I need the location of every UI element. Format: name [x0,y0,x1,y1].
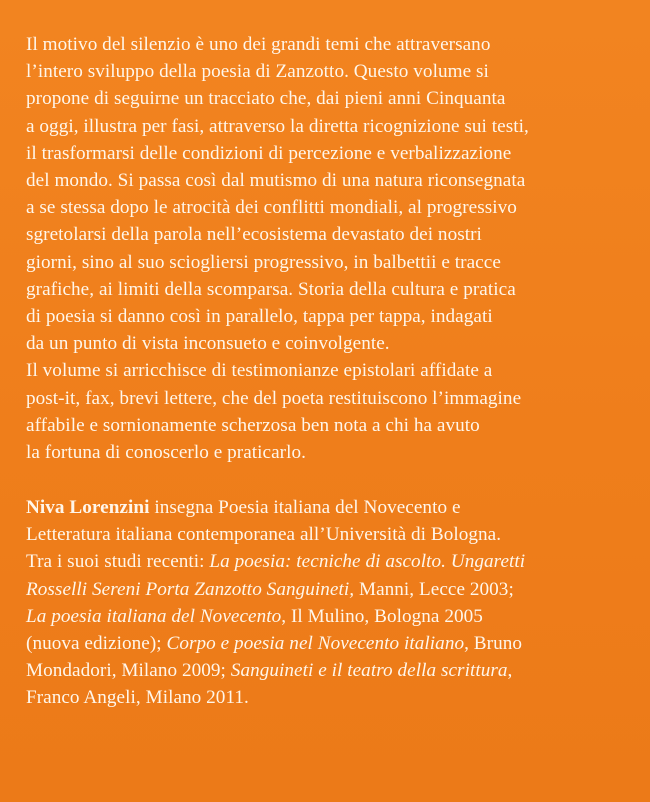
bio-line: Franco Angeli, Milano 2011. [26,687,249,709]
blurb-line: a se stessa dopo le atrocità dei conflitti mondiali, al progressivo [26,197,517,219]
blurb-line: di poesia si danno così in parallelo, tappa per tappa, indagati [26,306,493,328]
blurb-line: a oggi, illustra per fasi, attraverso la diretta ricognizione sui testi, [26,115,529,137]
bio-line: Letteratura italiana contemporanea all’Università di Bologna. [26,524,502,546]
blurb-line: Il motivo del silenzio è uno dei grandi temi che attraversano [26,34,491,55]
blurb-line: giorni, sino al suo sciogliersi progressivo, in balbettii e tracce [26,251,501,273]
blurb-line: Il volume si arricchisce di testimonianze epistolari affidate a [26,360,493,382]
bio-text: Tra i suoi studi recenti: [26,551,210,573]
blurb-paragraph [26,31,636,466]
bio-text: , Bruno [464,633,523,655]
blurb-line: del mondo. Si passa così dal mutismo di una natura riconsegnata [26,170,526,192]
bio-line [26,576,636,603]
blurb-line: da un punto di vista inconsueto e coinvolgente. [26,333,390,355]
bio-text: Mondadori, Milano 2009; [26,660,231,682]
bio-line [26,494,636,521]
book-title: La poesia italiana del Novecento [26,605,282,627]
book-blurb [26,31,636,466]
book-title: Corpo e poesia nel Novecento italiano [166,633,465,655]
blurb-line: propone di seguirne un tracciato che, dai pieni anni Cinquanta [26,88,506,110]
bio-text: insegna Poesia italiana del Novecento e [149,497,461,518]
blurb-line: grafiche, ai limiti della scomparsa. Storia della cultura e pratica [26,278,516,300]
bio-line [26,630,636,657]
blurb-line: sgretolarsi della parola nell’ecosistema devastato dei nostri [26,224,482,246]
bio-line [26,603,636,630]
bio-text: , Il Mulino, Bologna 2005 [281,605,483,627]
bio-paragraph [26,494,636,712]
author-bio [26,494,636,712]
blurb-line: affabile e sornionamente scherzosa ben nota a chi ha avuto [26,414,480,436]
bio-text: , [507,660,513,682]
bio-line [26,657,636,684]
blurb-line: post-it, fax, brevi lettere, che del poeta restituiscono l’immagine [26,387,522,409]
bio-line [26,548,636,575]
blurb-line: l’intero sviluppo della poesia di Zanzotto. Questo volume si [26,61,489,83]
author-name: Niva Lorenzini [26,497,150,518]
blurb-line: il trasformarsi delle condizioni di percezione e verbalizzazione [26,142,512,164]
bio-text: (nuova edizione); [26,633,167,655]
book-title: Sanguineti e il teatro della scrittura [230,660,508,682]
blurb-line: la fortuna di conoscerlo e praticarlo. [26,442,306,464]
book-title: La poesia: tecniche di ascolto. Ungaretti [209,551,526,573]
bio-text: Manni, Lecce 2003; [354,578,514,600]
book-title: Rosselli Sereni Porta Zanzotto Sanguineti, [26,578,355,600]
